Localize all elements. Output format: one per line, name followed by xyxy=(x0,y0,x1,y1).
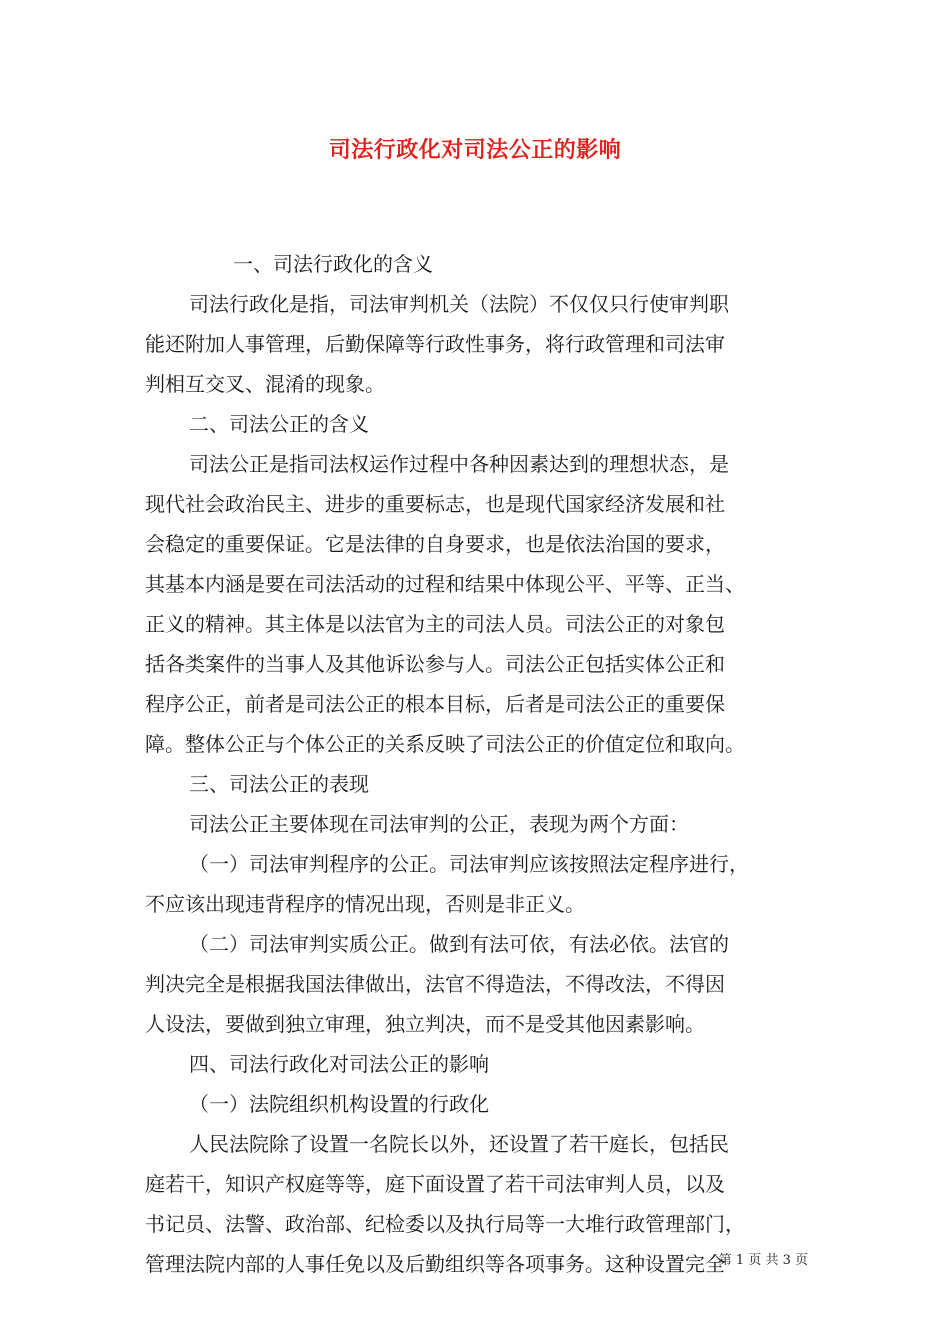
paragraph-line: 司法公正主要体现在司法审判的公正，表现为两个方面： xyxy=(189,812,689,836)
paragraph-line: 障。整体公正与个体公正的关系反映了司法公正的价值定位和取向。 xyxy=(145,732,745,756)
paragraph-line: （二）司法审判实质公正。做到有法可依，有法必依。法官的 xyxy=(189,932,729,956)
paragraph-line: 现代社会政治民主、进步的重要标志，也是现代国家经济发展和社 xyxy=(145,492,725,516)
paragraph-line: 能还附加人事管理，后勤保障等行政性事务，将行政管理和司法审 xyxy=(145,332,725,356)
paragraph-line: 其基本内涵是要在司法活动的过程和结果中体现公平、平等、正当、 xyxy=(145,572,745,596)
paragraph-line: 人设法，要做到独立审理，独立判决，而不是受其他因素影响。 xyxy=(145,1012,705,1036)
paragraph-line: （一）司法审判程序的公正。司法审判应该按照法定程序进行， xyxy=(189,852,749,876)
paragraph-line: 括各类案件的当事人及其他诉讼参与人。司法公正包括实体公正和 xyxy=(145,652,725,676)
heading-3: 三、司法公正的表现 xyxy=(189,772,369,796)
heading-2: 二、司法公正的含义 xyxy=(189,412,369,436)
paragraph-line: 不应该出现违背程序的情况出现，否则是非正义。 xyxy=(145,892,585,916)
heading-4: 四、司法行政化对司法公正的影响 xyxy=(189,1052,489,1076)
document-title: 司法行政化对司法公正的影响 xyxy=(328,137,622,163)
paragraph-line: 判决完全是根据我国法律做出，法官不得造法，不得改法，不得因 xyxy=(145,972,725,996)
paragraph-line: 书记员、法警、政治部、纪检委以及执行局等一大堆行政管理部门， xyxy=(145,1212,745,1236)
paragraph-line: 人民法院除了设置一名院长以外，还设置了若干庭长，包括民 xyxy=(189,1132,729,1156)
document-body xyxy=(145,244,805,1284)
subheading: （一）法院组织机构设置的行政化 xyxy=(189,1092,489,1116)
heading-1: 一、司法行政化的含义 xyxy=(233,252,433,276)
page-number-footer: 第 1 页 共 3 页 xyxy=(718,1253,808,1268)
paragraph-line: 程序公正，前者是司法公正的根本目标，后者是司法公正的重要保 xyxy=(145,692,725,716)
paragraph-line: 管理法院内部的人事任免以及后勤组织等各项事务。这种设置完全 xyxy=(145,1252,725,1276)
paragraph-line: 判相互交叉、混淆的现象。 xyxy=(145,372,385,396)
paragraph-line: 司法行政化是指，司法审判机关（法院）不仅仅只行使审判职 xyxy=(189,292,729,316)
paragraph-line: 会稳定的重要保证。它是法律的自身要求，也是依法治国的要求， xyxy=(145,532,725,556)
paragraph-line: 庭若干，知识产权庭等等，庭下面设置了若干司法审判人员，以及 xyxy=(145,1172,725,1196)
paragraph-line: 正义的精神。其主体是以法官为主的司法人员。司法公正的对象包 xyxy=(145,612,725,636)
paragraph-line: 司法公正是指司法权运作过程中各种因素达到的理想状态，是 xyxy=(189,452,729,476)
